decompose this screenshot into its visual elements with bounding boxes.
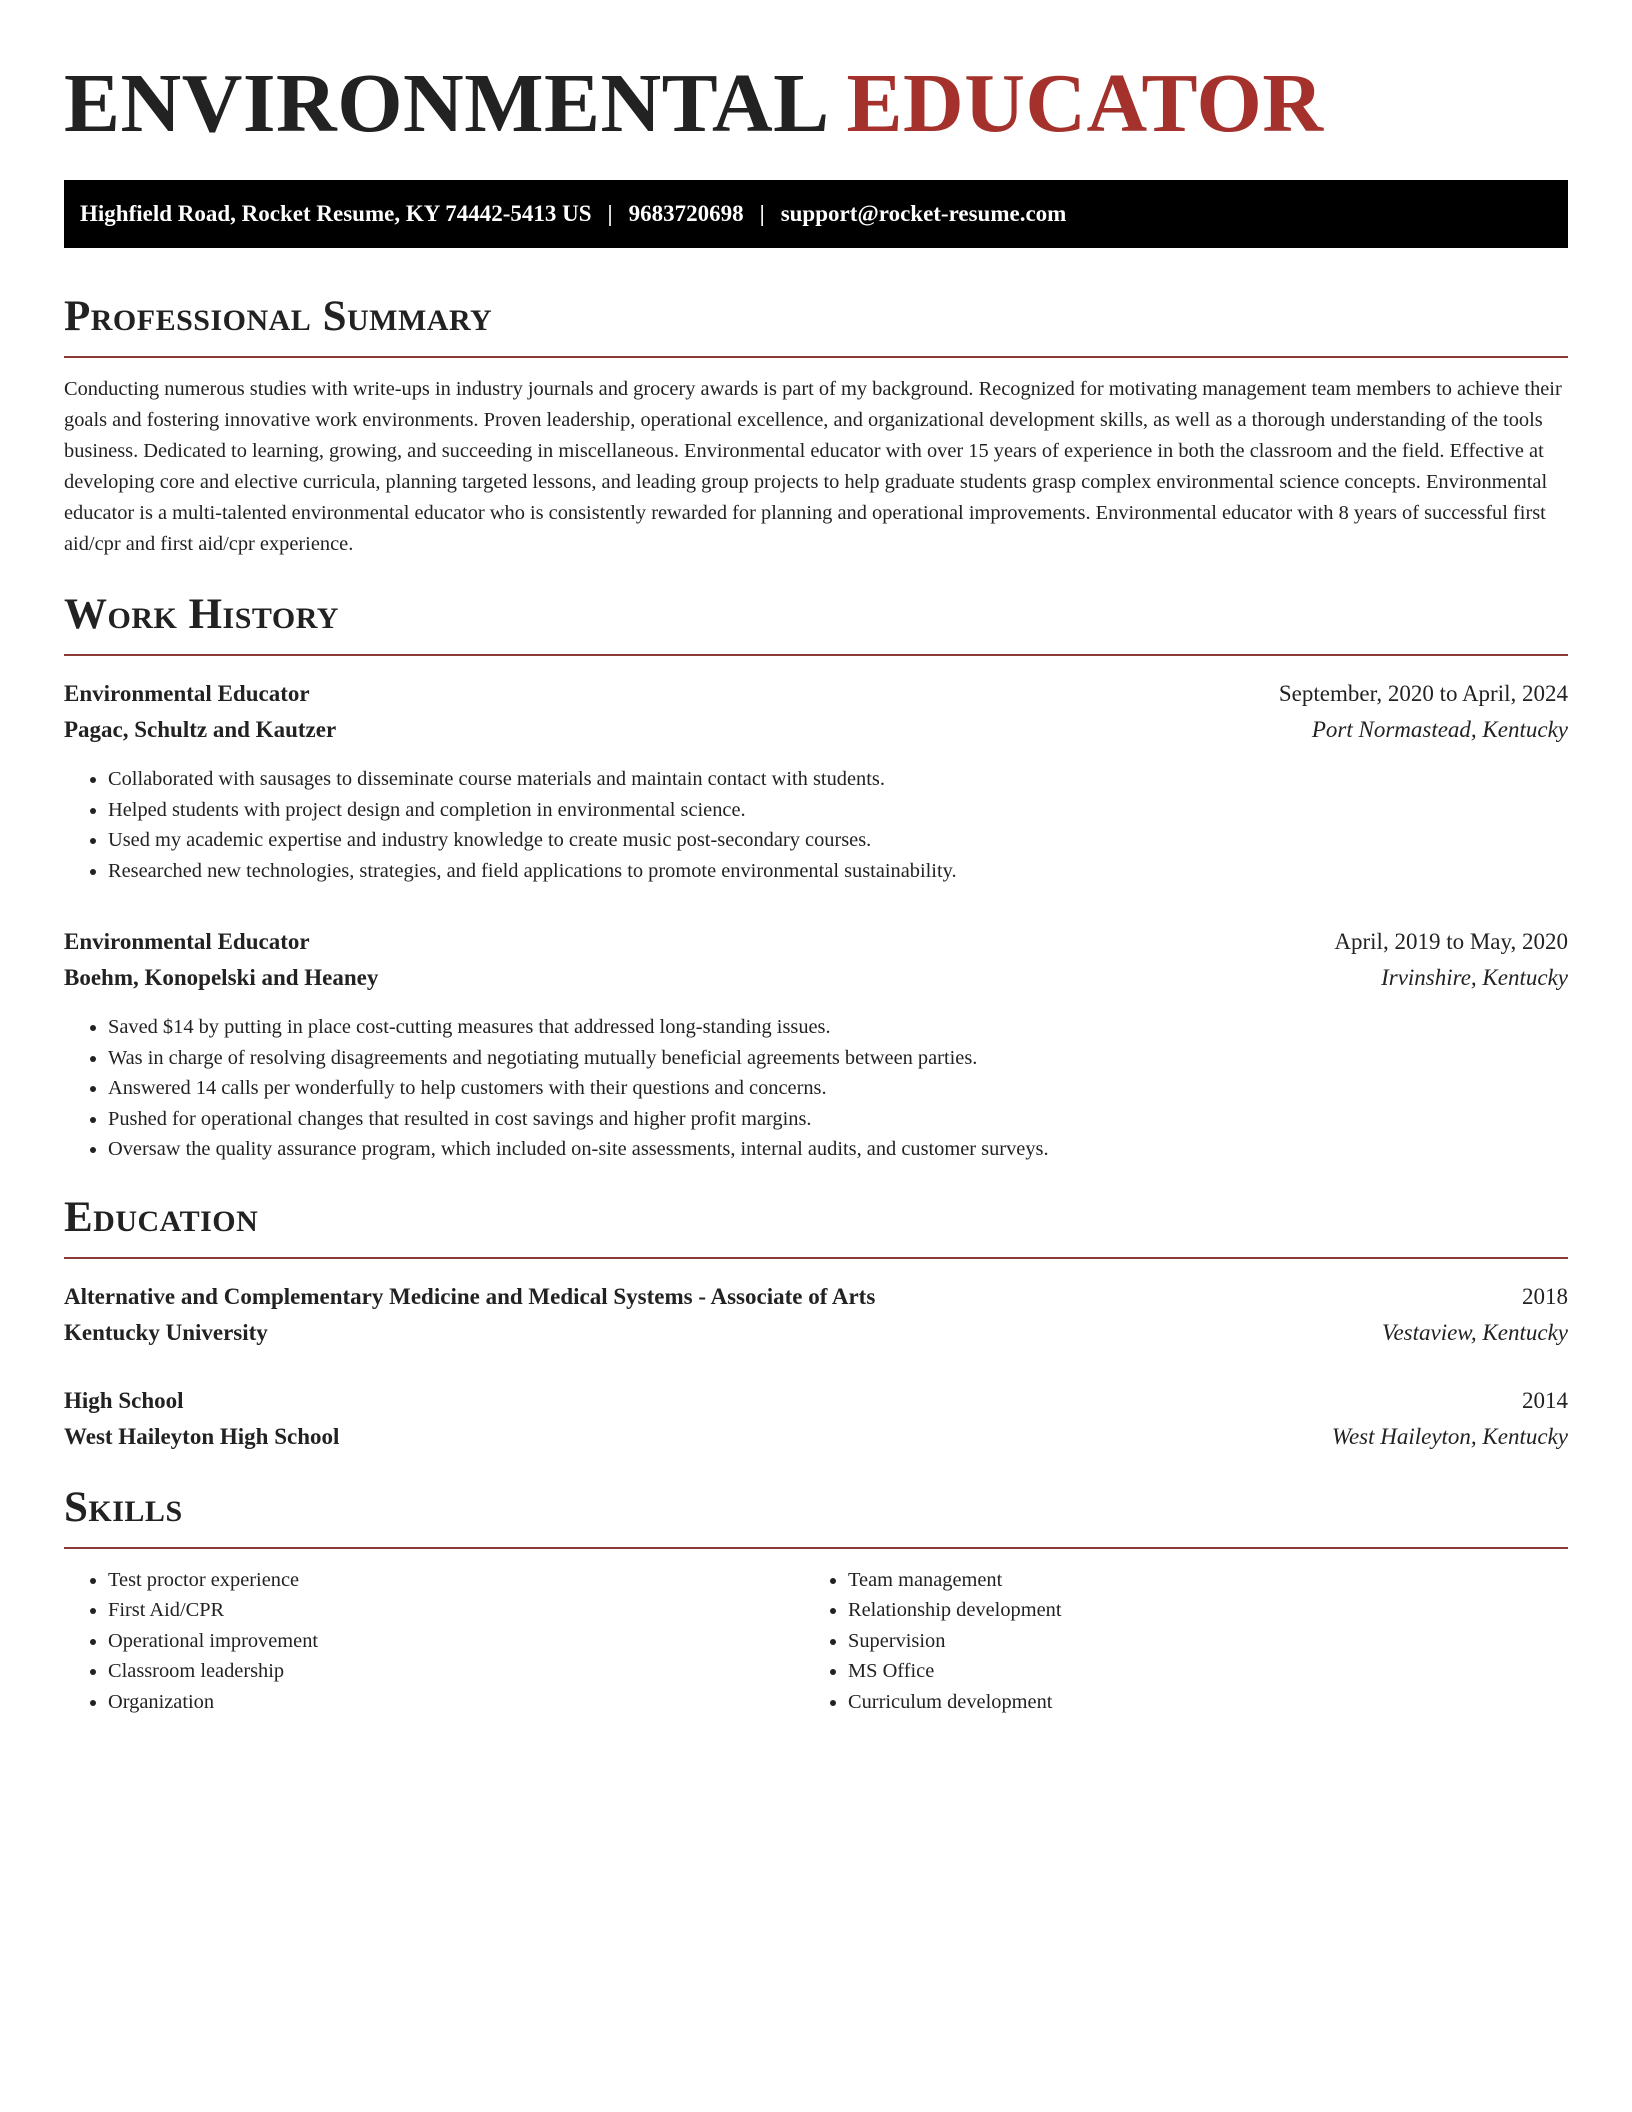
skill-item: • Operational improvement [108,1626,804,1657]
skill-item: • Organization [108,1687,804,1718]
job-header-row [64,676,1568,712]
skill-item: • Classroom leadership [108,1656,804,1687]
job-company-row [64,960,1568,996]
education-entry [64,1279,1568,1351]
skill-item: • First Aid/CPR [108,1595,804,1626]
section-title-summary: Professional Summary [64,293,493,340]
contact-separator: | [607,201,613,226]
education-school: West Haileyton High School [64,1423,340,1449]
contact-email: support@rocket-resume.com [780,201,1067,226]
job-bullet: • Pushed for operational changes that resulted in cost savings and higher profit margins. [108,1104,1568,1135]
job-dates: September, 2020 to April, 2024 [1278,681,1568,706]
job-bullet: • Saved $14 by putting in place cost-cutting measures that addressed long-standing issues. [108,1012,1568,1043]
skill-item: • Relationship development [848,1595,1544,1626]
skill-item: • Supervision [848,1626,1544,1657]
job-entry [64,676,1568,886]
education-degree-row [64,1279,1568,1315]
education-location: West Haileyton, Kentucky [1331,1423,1568,1449]
job-bullet: • Collaborated with sausages to disseminate course materials and maintain contact with students. [108,764,1568,795]
section-divider [64,1547,1568,1549]
education-degree: Alternative and Complementary Medicine and Medical Systems - Associate of Arts [64,1283,876,1309]
skill-item: • MS Office [848,1656,1544,1687]
contact-address: Highfield Road, Rocket Resume, KY 74442-5413 US [80,201,592,226]
job-dates: April, 2019 to May, 2020 [1334,929,1568,954]
job-role: Environmental Educator [64,929,310,954]
resume-title [64,0,1568,152]
job-location: Irvinshire, Kentucky [1381,965,1568,990]
skill-item: • Test proctor experience [108,1565,804,1596]
job-bullet: • Used my academic expertise and industry knowledge to create music post-secondary courses. [108,825,1568,856]
section-divider [64,1257,1568,1259]
section-title-work-history: Work History [64,591,339,638]
education-degree: High School [64,1387,184,1413]
job-bullet: • Helped students with project design and completion in environmental science. [108,795,1568,826]
education-year: 2018 [1522,1283,1568,1309]
contact-bar [64,180,1568,248]
section-title-skills: Skills [64,1483,183,1531]
job-bullet-list [64,764,1568,886]
section-divider [64,654,1568,656]
skills-list [64,1565,804,1718]
education-school-row [64,1419,1568,1455]
job-role: Environmental Educator [64,681,310,706]
job-entry [64,924,1568,1165]
job-location: Port Normastead, Kentucky [1311,717,1568,742]
skill-item: • Curriculum development [848,1687,1544,1718]
title-first-word: ENVIRONMENTAL [64,57,826,150]
job-bullet: • Was in charge of resolving disagreements and negotiating mutually beneficial agreements between parties. [108,1043,1568,1074]
section-divider [64,356,1568,358]
job-company: Pagac, Schultz and Kautzer [64,717,337,742]
contact-phone: 9683720698 [628,201,744,226]
education-year: 2014 [1522,1387,1568,1413]
contact-separator: | [759,201,765,226]
skill-item: • Team management [848,1565,1544,1596]
job-header-row [64,924,1568,960]
skills-column-left [64,1565,804,1718]
job-company: Boehm, Konopelski and Heaney [64,965,379,990]
skills-list [804,1565,1544,1718]
education-school: Kentucky University [64,1319,268,1345]
education-entry [64,1383,1568,1455]
job-bullet: • Answered 14 calls per wonderfully to help customers with their questions and concerns. [108,1073,1568,1104]
education-degree-row [64,1383,1568,1419]
education-location: Vestaview, Kentucky [1381,1319,1568,1345]
job-bullet: • Researched new technologies, strategies, and field applications to promote environmental sustainability. [108,856,1568,887]
job-company-row [64,712,1568,748]
job-bullet: • Oversaw the quality assurance program, which included on-site assessments, internal audits, and customer surveys. [108,1134,1568,1165]
summary-text: Conducting numerous studies with write-ups in industry journals and grocery awards is part of my background. Recognized for motivating management team members to achieve their goals and fostering innovative work environments. Proven leadership, operational excellence, and organizational development skills, as well as a thorough understanding of the tools business. Dedicated to learning, growing, and succeeding in miscellaneous. Environmental educator with over 15 years of experience in both the classroom and the field. Effective at developing core and elective curricula, planning targeted lessons, and leading group projects to help graduate students grasp complex environmental science concepts. Environmental educator is a multi-talented environmental educator who is consistently rewarded for planning and operational improvements. Environmental educator with 8 years of successful first aid/cpr and first aid/cpr experience. [64,378,1562,555]
section-title-education: Education [64,1193,259,1241]
job-bullet-list [64,1012,1568,1165]
title-second-word: EDUCATOR [846,57,1324,150]
education-school-row [64,1315,1568,1351]
skills-grid [64,1565,1568,1718]
skills-column-right [804,1565,1544,1718]
